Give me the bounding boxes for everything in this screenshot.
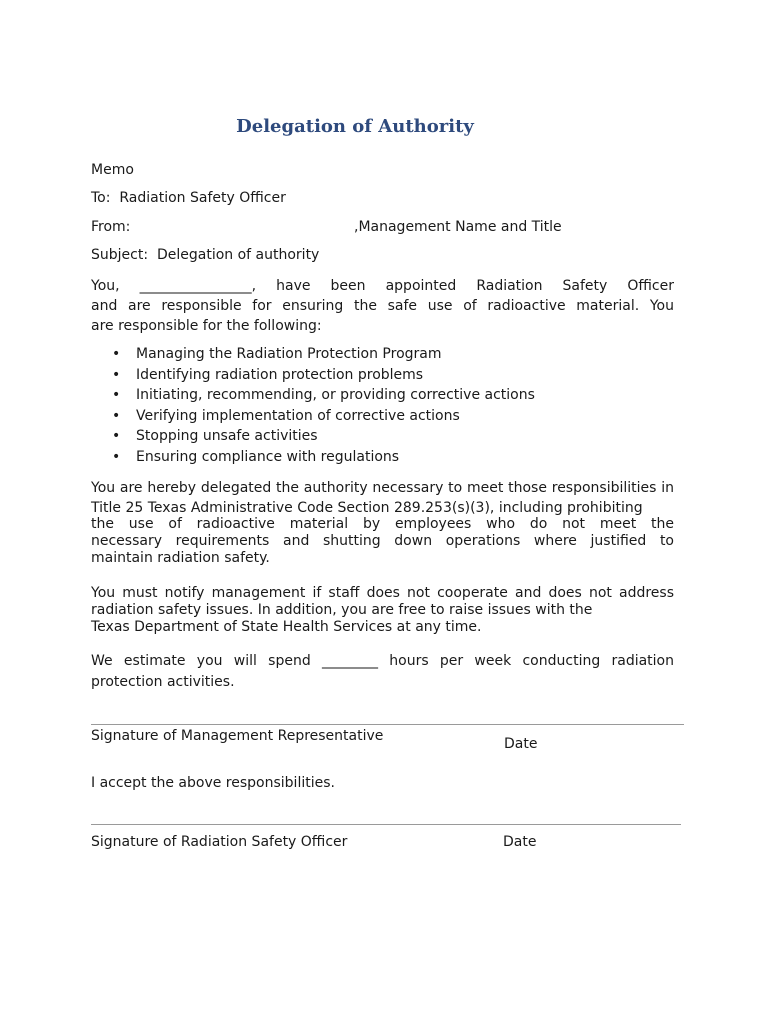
list-item: • Verifying implementation of corrective actions: [112, 406, 535, 427]
delegation-line: Title 25 Texas Administrative Code Section 289.253(s)(3), including prohibiting: [91, 500, 643, 516]
subject-line: [91, 247, 319, 263]
management-signature-line: [91, 724, 684, 725]
estimate-line: protection activities.: [91, 674, 235, 690]
subject-label: Subject:: [91, 247, 149, 263]
intro-paragraph: [91, 276, 674, 336]
notify-line: You must notify management if staff does not cooperate and does not address: [91, 585, 674, 601]
management-date-label: Date: [504, 736, 538, 752]
accept-text: I accept the above responsibilities.: [91, 775, 335, 791]
delegation-paragraph: [91, 478, 674, 567]
management-signature-label: Signature of Management Representative: [91, 728, 384, 744]
memo-label: Memo: [91, 162, 134, 178]
to-line: [91, 190, 286, 206]
from-suffix: ,Management Name and Title: [354, 219, 562, 235]
delegation-line: the use of radioactive material by employees who do not meet the: [91, 516, 674, 532]
to-label: To:: [91, 190, 111, 206]
delegation-line: maintain radiation safety.: [91, 550, 270, 566]
list-item: • Ensuring compliance with regulations: [112, 447, 535, 468]
subject-value: Delegation of authority: [156, 247, 320, 263]
list-item: • Managing the Radiation Protection Program: [112, 344, 535, 365]
rso-signature-label: Signature of Radiation Safety Officer: [91, 834, 348, 850]
to-value: Radiation Safety Officer: [119, 190, 286, 206]
from-label: From:: [91, 219, 131, 235]
notify-paragraph: [91, 585, 674, 636]
delegation-line: You are hereby delegated the authority necessary to meet those responsibilities in: [91, 480, 674, 496]
delegation-line: necessary requirements and shutting down operations where justified to: [91, 533, 674, 549]
page-title: Delegation of Authority: [236, 116, 474, 137]
list-item: • Initiating, recommending, or providing corrective actions: [112, 385, 535, 406]
estimate-line: We estimate you will spend ________ hours per week conducting radiation: [91, 653, 674, 669]
rso-signature-line: [91, 824, 681, 825]
list-item: • Stopping unsafe activities: [112, 426, 535, 447]
estimate-paragraph: [91, 651, 674, 693]
intro-line: You, ________________, have been appointed Radiation Safety Officer: [91, 278, 674, 294]
intro-line: are responsible for the following:: [91, 318, 322, 334]
list-item: • Identifying radiation protection problems: [112, 365, 535, 386]
notify-line: Texas Department of State Health Services at any time.: [91, 619, 482, 635]
responsibilities-list: [112, 344, 535, 468]
rso-date-label: Date: [503, 834, 537, 850]
intro-line: and are responsible for ensuring the safe use of radioactive material. You: [91, 298, 674, 314]
notify-line: radiation safety issues. In addition, you are free to raise issues with the: [91, 602, 593, 618]
